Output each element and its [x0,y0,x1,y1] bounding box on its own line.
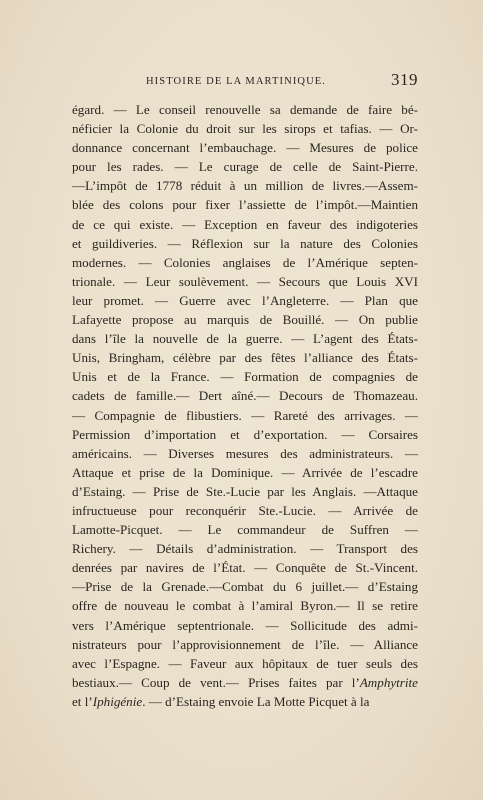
page-number: 319 [391,70,418,89]
text-line: dans l’île la nouvelle de la guerre. — L’agent des États- [72,331,418,347]
text-line: d’Estaing. — Prise de Ste.-Lucie par les Anglais. —Attaque [72,483,418,499]
text-line: Richery. — Détails d’administration. — Transport des [72,541,418,557]
ship-name-italic: Amphytrite [359,674,418,690]
text-line: égard. — Le conseil renouvelle sa demande de faire bé- [72,102,418,117]
text-line: trionale. — Leur soulèvement. — Secours que Louis XVI [72,273,418,289]
text-line: nistrateurs pour l’approvisionnement de l’île. — Alliance [72,636,418,652]
text-line: Permission d’importation et d’exportation. — Corsaires [72,426,418,442]
text-line: vers l’Amérique septentrionale. — Sollicitude des admi- [72,617,418,633]
text-line-with-italic [72,692,418,711]
summary-paragraph [72,100,418,711]
running-head-title: HISTOIRE DE LA MARTINIQUE. [146,76,327,87]
text-line: américains. — Diverses mesures des administrateurs. — [72,445,418,461]
text-line-with-italic [72,673,418,692]
text-line: Unis, Bringham, célèbre par des fêtes l’alliance des États- [72,350,418,366]
text-line: donnance concernant l’embauchage. — Mesures de police [72,140,418,156]
text-line: blée des colons pour fixer l’assiette de l’impôt.—Maintien [72,197,418,213]
text-line: Lamotte-Picquet. — Le commandeur de Suffren — [72,522,418,538]
text-line: Unis et de la France. — Formation de compagnies de [72,369,418,385]
text-line: Attaque et prise de la Dominique. — Arrivée de l’escadre [72,464,418,480]
running-head [70,70,418,92]
text-line: néficier la Colonie du droit sur les sirops et tafias. — Or- [72,121,418,137]
text-line: infructueuse pour reconquérir Ste.-Lucie. — Arrivée de [72,502,418,518]
text-segment: bestiaux.— Coup de vent.— Prises faites par l’ [72,674,360,690]
ship-name-italic: Iphigénie [92,693,143,709]
text-line: Lafayette propose au marquis de Bouillé. — On publie [72,312,418,328]
text-line: —Prise de la Grenade.—Combat du 6 juillet.— d’Estaing [72,579,418,595]
text-line: cadets de famille.— Dert aîné.— Decours de Thomazeau. [72,388,418,404]
text-line: —L’impôt de 1778 réduit à un million de livres.—Assem- [72,178,418,194]
text-line: denrées par navires de l’État. — Conquête de St.-Vincent. [72,560,418,576]
text-line: leur promet. — Guerre avec l’Angleterre. — Plan que [72,292,418,308]
text-line: et guildiveries. — Réflexion sur la nature des Colonies [72,235,418,251]
text-line: pour les rades. — Le curage de celle de Saint-Pierre. [72,159,418,175]
text-segment: . — d’Estaing envoie La Motte Picquet à la [142,693,370,709]
text-segment: et l’ [72,693,93,709]
text-line: de ce qui existe. — Exception en faveur des indigoteries [72,216,418,232]
text-line: modernes. — Colonies anglaises de l’Amérique septen- [72,254,418,270]
text-line: avec l’Espagne. — Faveur aux hôpitaux de tuer seuls des [72,655,418,671]
text-line: offre de nouveau le combat à l’amiral Byron.— Il se retire [72,598,418,614]
text-line: — Compagnie de flibustiers. — Rareté des arrivages. — [72,407,418,423]
